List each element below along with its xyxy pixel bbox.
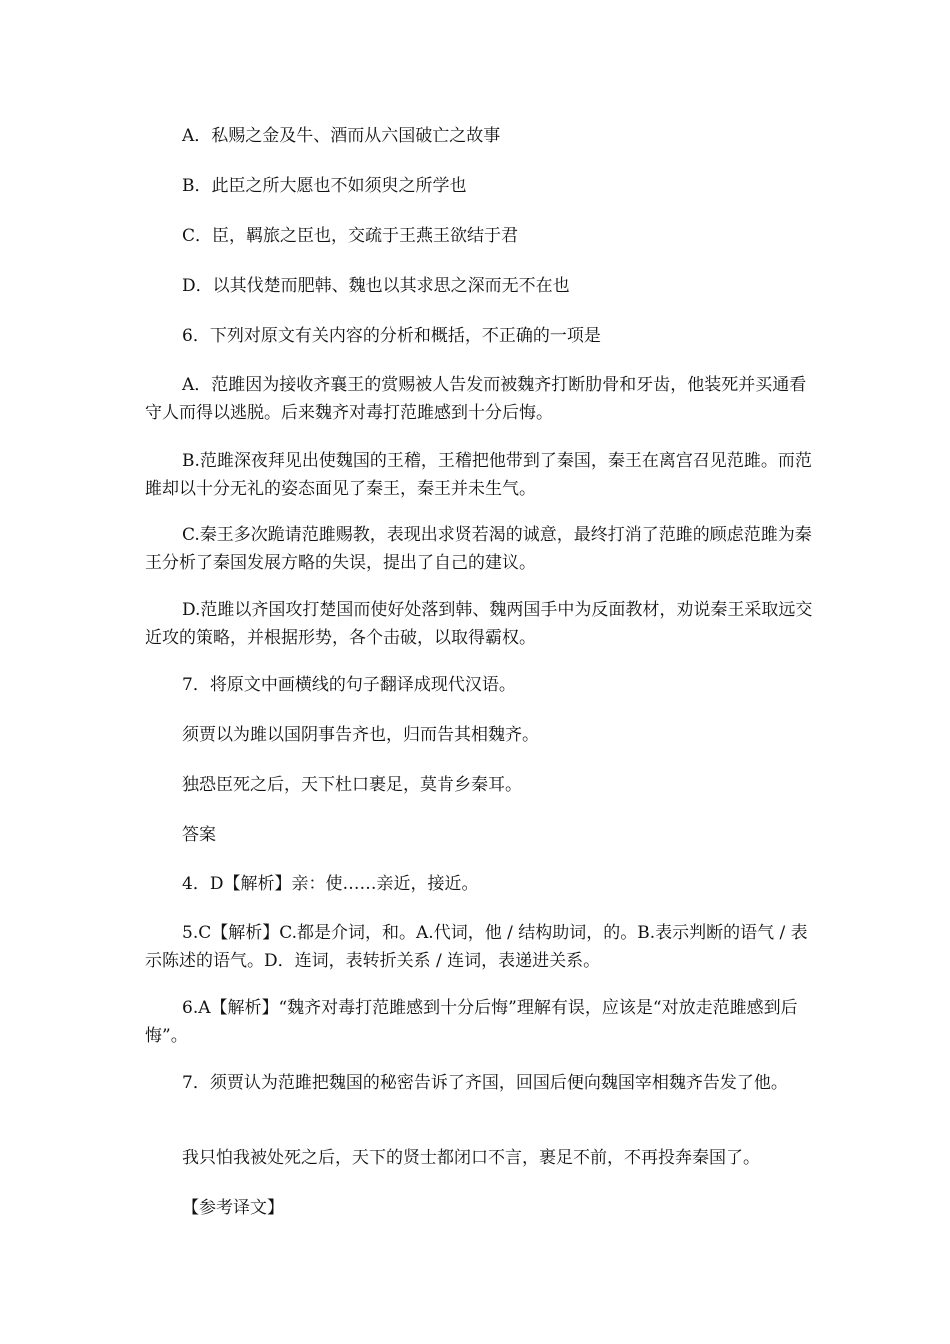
translate-sentence-1: 须贾以为雎以国阴事告齐也，归而告其相魏齐。 [182,725,539,745]
question-6-option-a: A．范雎因为接收齐襄王的赏赐被人告发而被魏齐打断肋骨和牙齿，他装死并买通看守人而得以逃脱。后来魏齐对毒打范雎感到十分后悔。 [145,375,807,423]
question-7: 7．将原文中画横线的句子翻译成现代汉语。 [182,675,516,695]
answer-5: 5.C【解析】C.都是介词，和。A.代词，他 / 结构助词，的。B.表示判断的语气 / 表示陈述的语气。D．连词，表转折关系 / 连词，表递进关系。 [145,923,808,971]
question-6-option-d: D.范雎以齐国攻打楚国而使好处落到韩、魏两国手中为反面教材，劝说秦王采取远交近攻的策略，并根据形势，各个击破，以取得霸权。 [145,600,813,648]
answer-7-sentence-1: 7．须贾认为范雎把魏国的秘密告诉了齐国，回国后便向魏国宰相魏齐告发了他。 [182,1073,788,1093]
question-6-option-c: C.秦王多次跪请范雎赐教，表现出求贤若渴的诚意，最终打消了范雎的顾虑范雎为秦王分析了秦国发展方略的失误，提出了自己的建议。 [145,525,812,573]
answer-7-sentence-2: 我只怕我被处死之后，天下的贤士都闭口不言，裹足不前，不再投奔秦国了。 [182,1148,760,1168]
answer-4: 4．D【解析】亲：使……亲近，接近。 [182,874,479,894]
option-c-line: C．臣，羁旅之臣也，交疏于王燕王欲结于君 [182,226,519,246]
answer-heading: 答案 [182,825,216,845]
option-d-line: D．以其伐楚而肥韩、魏也以其求思之深而无不在也 [182,276,570,296]
question-6: 6．下列对原文有关内容的分析和概括，不正确的一项是 [182,326,601,346]
translate-sentence-2: 独恐臣死之后，天下杜口裹足，莫肯乡秦耳。 [182,775,522,795]
option-a-line: A．私赐之金及牛、酒而从六国破亡之故事 [182,126,501,146]
answer-6: 6.A【解析】“魏齐对毒打范雎感到十分后悔”理解有误，应该是“对放走范雎感到后悔”。 [145,998,798,1046]
option-b-line: B．此臣之所大愿也不如须臾之所学也 [182,176,467,196]
question-6-option-b: B.范雎深夜拜见出使魏国的王稽，王稽把他带到了秦国，秦王在离宫召见范雎。而范雎却以十分无礼的姿态面见了秦王，秦王并未生气。 [145,451,812,499]
reference-translation-heading: 【参考译文】 [182,1198,284,1218]
